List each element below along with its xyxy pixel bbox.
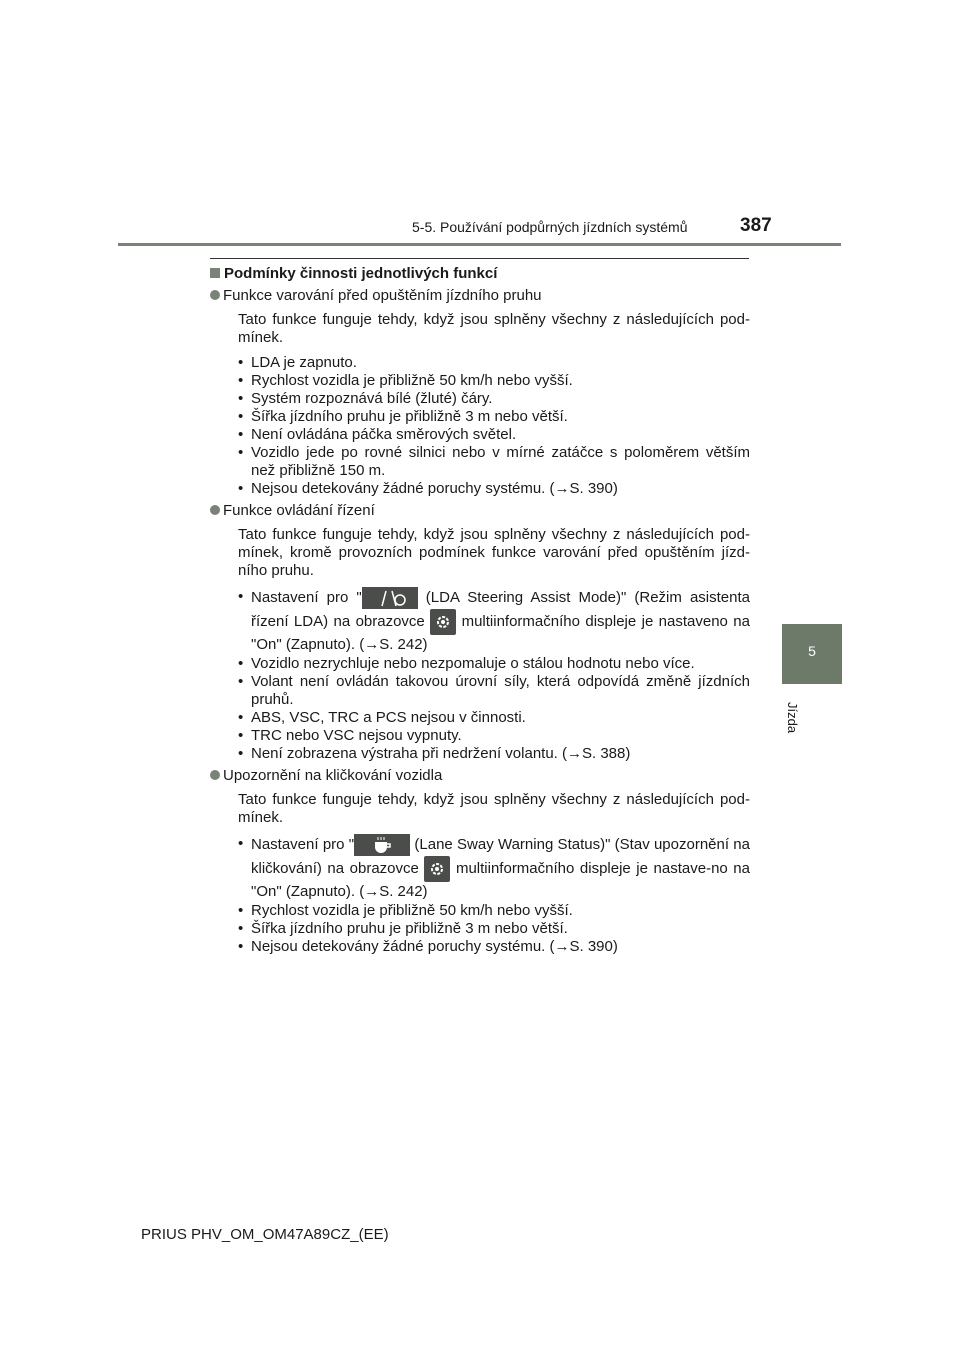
header-rule — [118, 243, 841, 246]
list-item: • Vozidlo nezrychluje nebo nezpomaluje o stálou hodnotu nebo více. — [238, 655, 750, 673]
chapter-number: 5 — [808, 643, 816, 659]
icon-list-item — [238, 834, 750, 902]
icon-bullet-text: (Lane Sway Warning Status)" (Stav upozornění na kličkování) na obrazovce — [251, 835, 750, 877]
content — [210, 265, 750, 956]
list-item: • TRC nebo VSC nejsou vypnuty. — [238, 727, 750, 745]
list-item: • Šířka jízdního pruhu je přibližně 3 m nebo větší. — [238, 408, 750, 426]
circle-bullet-icon — [210, 290, 220, 300]
icon-bullet-text: Nastavení pro " — [251, 588, 362, 606]
chapter-label: Jízda — [785, 702, 800, 734]
condition-list — [238, 354, 750, 498]
chapter-label-wrap — [786, 702, 806, 762]
icon-bullet-text: (LDA Steering Assist Mode)" (Režim asistenta řízení LDA) na obrazovce — [251, 588, 750, 630]
icon-bullet-text: Nastavení pro " — [251, 835, 355, 853]
condition-list — [238, 587, 750, 763]
list-item: • Šířka jízdního pruhu je přibližně 3 m nebo větší. — [238, 920, 750, 938]
settings-gear-icon — [424, 856, 450, 882]
list-item: • Není zobrazena výstraha při nedržení volantu. (→S. 388) — [238, 745, 750, 763]
list-item: • Nejsou detekovány žádné poruchy systému. (→S. 390) — [238, 938, 750, 956]
square-bullet-icon — [210, 268, 220, 278]
item-intro: Tato funkce funguje tehdy, když jsou splněny všechny z následujících pod-mínek. — [238, 791, 750, 826]
page-number: 387 — [740, 215, 772, 236]
list-item: • Systém rozpoznává bílé (žluté) čáry. — [238, 390, 750, 408]
lda-steering-assist-icon — [362, 587, 418, 609]
coffee-cup-icon — [354, 834, 410, 856]
item-title-text: Funkce varování před opuštěním jízdního pruhu — [223, 287, 542, 304]
item-title — [224, 767, 750, 785]
item-title-text: Funkce ovládání řízení — [223, 502, 375, 519]
header-section-title: 5-5. Používání podpůrných jízdních systémů — [412, 219, 688, 235]
list-item: • Vozidlo jede po rovné silnici nebo v mírné zatáčce s poloměrem větším než přibližně 150 m. — [238, 444, 750, 480]
section-rule — [210, 258, 749, 259]
icon-bullet-text: multiinformačního displeje je nastave-no na "On" (Zapnuto). (→S. 242) — [251, 859, 750, 900]
circle-bullet-icon — [210, 505, 220, 515]
item-title-text: Upozornění na kličkování vozidla — [223, 767, 443, 784]
footer-doc-code: PRIUS PHV_OM_OM47A89CZ_(EE) — [141, 1226, 389, 1243]
list-item: • Není ovládána páčka směrových světel. — [238, 426, 750, 444]
circle-bullet-icon — [210, 770, 220, 780]
list-item: • Volant není ovládán takovou úrovní síly, která odpovídá změně jízdních pruhů. — [238, 673, 750, 709]
item-intro: Tato funkce funguje tehdy, když jsou splněny všechny z následujících pod-mínek. — [238, 311, 750, 346]
item-intro: Tato funkce funguje tehdy, když jsou splněny všechny z následujících pod-mínek, kromě provozních podmínek funkce varování před opuštěním jízd-ního pruhu. — [238, 526, 750, 579]
item-title — [224, 287, 750, 305]
list-item: • LDA je zapnuto. — [238, 354, 750, 372]
list-item: • Rychlost vozidla je přibližně 50 km/h nebo vyšší. — [238, 902, 750, 920]
list-item: • Nejsou detekovány žádné poruchy systému. (→S. 390) — [238, 480, 750, 498]
section-heading-text: Podmínky činnosti jednotlivých funkcí — [224, 265, 498, 282]
condition-list — [238, 834, 750, 956]
list-item: • ABS, VSC, TRC a PCS nejsou v činnosti. — [238, 709, 750, 727]
icon-bullet-text: multiinformačního displeje je nastaveno na "On" (Zapnuto). (→S. 242) — [251, 612, 750, 653]
settings-gear-icon — [430, 609, 456, 635]
section-heading — [210, 265, 750, 283]
item-title — [224, 502, 750, 520]
list-item: • Rychlost vozidla je přibližně 50 km/h nebo vyšší. — [238, 372, 750, 390]
icon-list-item — [238, 587, 750, 655]
